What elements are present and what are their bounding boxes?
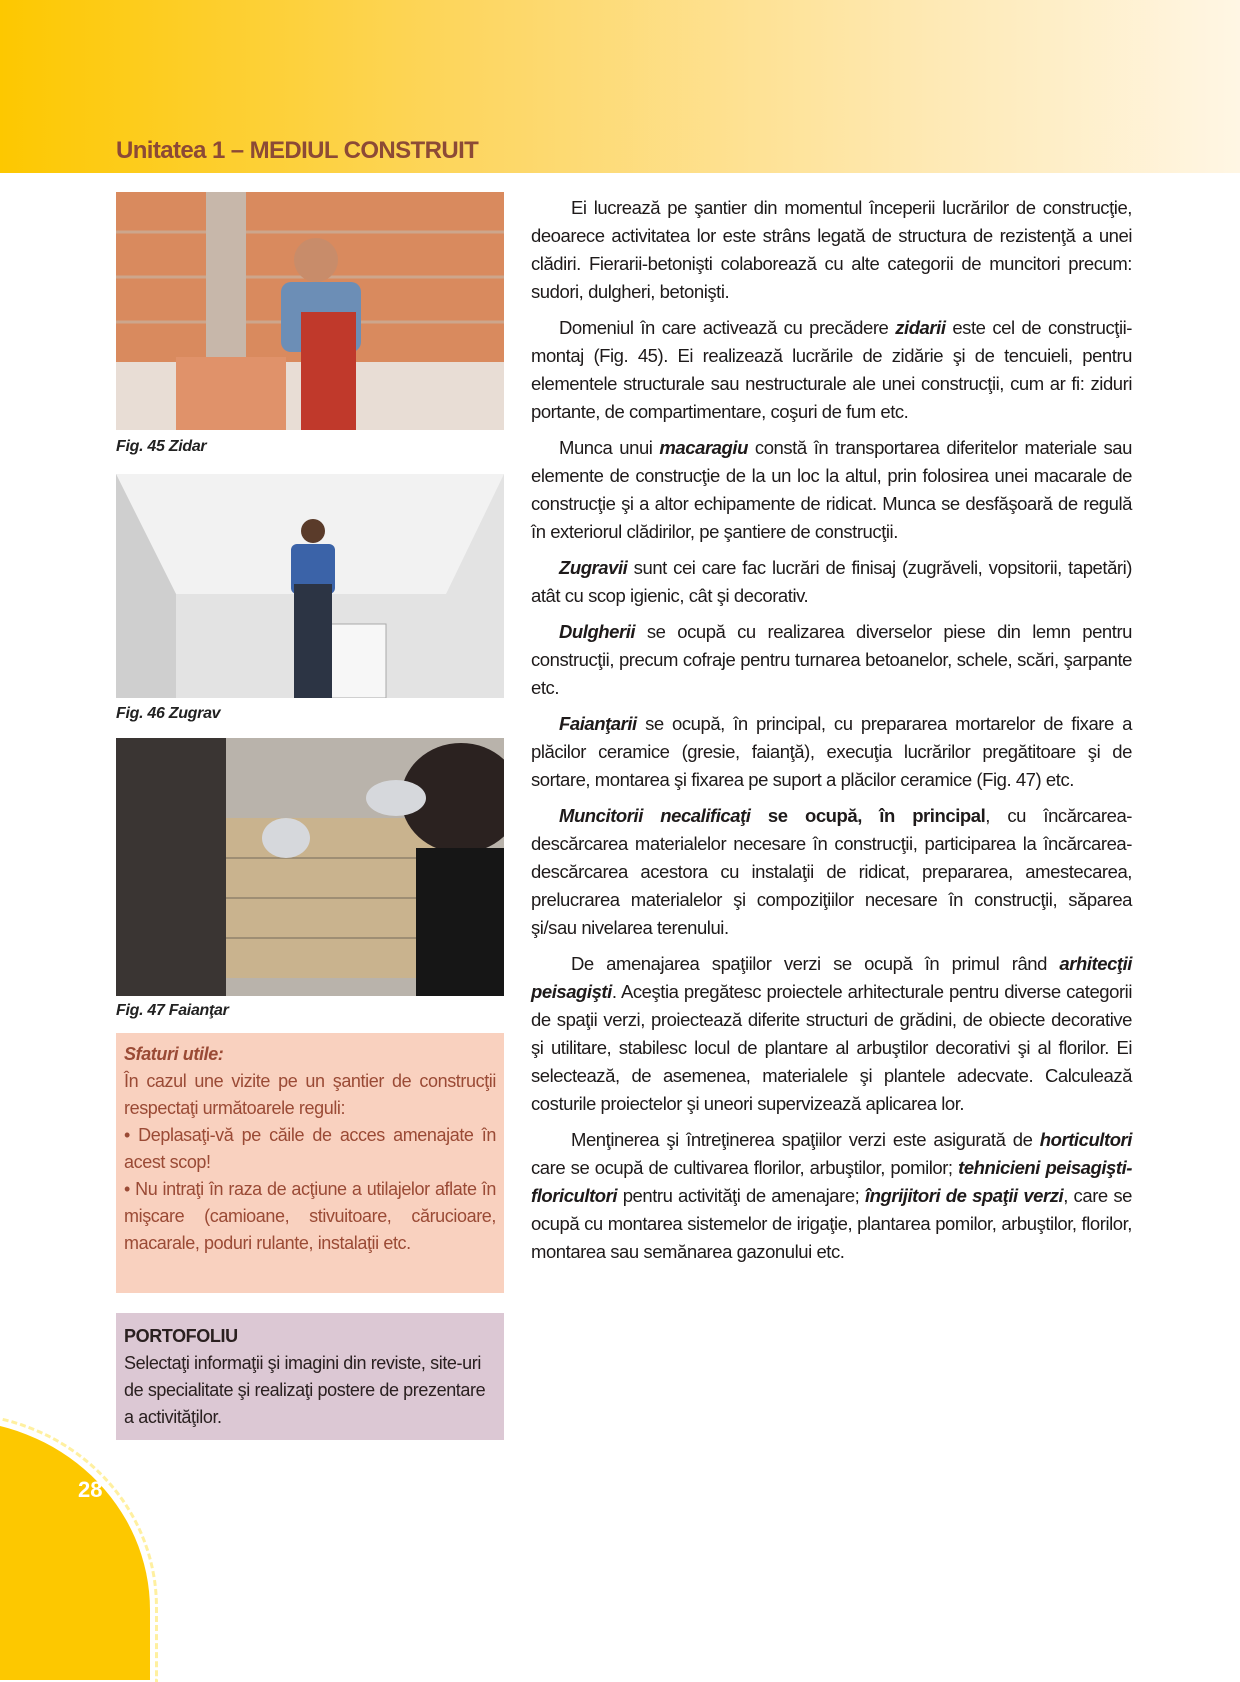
paragraph-text: se ocupă cu realizarea diverselor piese din lemn pentru construcţii, precum cofraje pentru turnarea betoanelor, schele, scări, şarpante etc. [531, 621, 1132, 698]
emphasized-term: horticultori [1039, 1129, 1132, 1150]
tips-item: • Nu intraţi în raza de acţiune a utilajelor aflate în mişcare (camioane, stivuitoare, cărucioare, macarale, poduri rulante, instalaţii etc. [124, 1179, 496, 1253]
portfolio-text: Selectaţi informaţii şi imagini din reviste, site-uri de specialitate şi realizaţi postere de prezentare a activităţilor. [124, 1353, 486, 1427]
emphasized-term: macaragiu [659, 437, 748, 458]
emphasized-term: tehnicieni peisagişti-floricultori [531, 1157, 1132, 1206]
photo-bricklayer [116, 192, 504, 430]
tips-title: Sfaturi utile: [124, 1044, 224, 1064]
paragraph-text: , care se ocupă cu montarea sistemelor de irigaţie, plantarea pomilor, arbuştilor, florilor, montarea sau semănarea gazonului etc. [531, 1185, 1132, 1262]
paragraph-text: , cu încărcarea-descărcarea materialelor necesare în construcţii, participarea la încărcarea-descărcarea acestora cu instalaţii de ridicat, prepararea, amestecarea, prelucrarea materialelor şi compoziţiilor necesare în construcţii, săparea şi/sau nivelarea terenului. [531, 805, 1132, 938]
figure-caption: Fig. 45 Zidar [116, 438, 207, 455]
body-paragraph [531, 314, 1132, 426]
emphasized-term: Faianţarii [559, 713, 637, 734]
body-paragraph [531, 710, 1132, 794]
body-paragraph [531, 554, 1132, 610]
tips-intro: În cazul une vizite pe un şantier de construcţii respectaţi următoarele reguli: [124, 1071, 496, 1118]
portfolio-title: PORTOFOLIU [124, 1326, 238, 1346]
portfolio-box [116, 1313, 504, 1440]
figure-caption: Fig. 46 Zugrav [116, 705, 221, 722]
emphasized-term: îngrijitori de spaţii verzi [864, 1185, 1064, 1206]
paragraph-text: pentru activităţi de amenajare; [617, 1185, 865, 1206]
body-paragraph [531, 802, 1132, 942]
emphasized-term: Dulgherii [559, 621, 636, 642]
body-paragraph [531, 194, 1132, 306]
body-paragraph [531, 434, 1132, 546]
paragraph-text: Menţinerea şi întreţinerea spaţiilor verzi este asigurată de [571, 1129, 1040, 1150]
emphasized-term: zidarii [895, 317, 946, 338]
paragraph-text: Domeniul în care activează cu precădere [559, 317, 896, 338]
body-paragraph [531, 618, 1132, 702]
emphasized-term: Muncitorii necalificaţi [559, 805, 751, 826]
paragraph-text: Munca unui [559, 437, 660, 458]
page-corner-dashed-border [0, 1412, 158, 1682]
paragraph-text: este cel de construcţii-montaj (Fig. 45). Ei realizează lucrările de zidărie şi de tencuieli, pentru elementele structurale sau nestructurale ale unei construcţii, cum ar fi: ziduri portante, de compartimentare, coşuri de fum etc. [531, 317, 1132, 422]
paragraph-text: constă în transportarea diferitelor materiale sau elemente de construcţie de la un loc la altul, prin folosirea unei macarale de construcţie şi a altor echipamente de ridicat. Munca se desfăşoară de regulă în exteriorul clădirilor, pe şantiere de construcţii. [531, 437, 1132, 542]
photo-tiler [116, 738, 504, 996]
body-paragraph [531, 950, 1132, 1118]
tips-item: • Deplasaţi-vă pe căile de acces amenajate în acest scop! [124, 1125, 496, 1172]
paragraph-text: se ocupă, în principal, cu prepararea mortarelor de fixare a plăcilor ceramice (gresie, faianţă), execuţia lucrărilor pregătitoare şi de sortare, montarea şi fixarea pe suport a plăcilor ceramice (Fig. 47) etc. [531, 713, 1132, 790]
paragraph-text: De amenajarea spaţiilor verzi se ocupă în primul rând [571, 953, 1060, 974]
page-number: 28 [78, 1477, 103, 1502]
emphasized-term: se ocupă, în principal [750, 805, 986, 826]
paragraph-text: Ei lucrează pe şantier din momentul începerii lucrărilor de construcţie, deoarece activitatea lor este strâns legată de structura de rezistenţă a unei clădiri. Fierarii-betonişti colaborează cu alte categorii de muncitori precum: sudori, dulgheri, betonişti. [531, 197, 1132, 302]
paragraph-text: care se ocupă de cultivarea florilor, arbuştilor, pomilor; [531, 1157, 959, 1178]
emphasized-term: Zugravii [559, 557, 628, 578]
main-text-column [531, 194, 1132, 1274]
unit-title: Unitatea 1 – MEDIUL CONSTRUIT [116, 137, 479, 164]
body-paragraph [531, 1126, 1132, 1266]
emphasized-term: arhitecţii peisagişti [531, 953, 1132, 1002]
photo-painter [116, 474, 504, 698]
paragraph-text: sunt cei care fac lucrări de finisaj (zugrăveli, vopsitorii, tapetări) atât cu scop igienic, cât şi decorativ. [531, 557, 1132, 606]
paragraph-text: . Aceştia pregătesc proiectele arhitecturale pentru diverse categorii de spaţii verzi, proiectează diferite structuri de grădini, de obiecte decorative şi utilitare, stabilesc locul de plantare al arbuştilor decorativi şi al florilor. Ei selectează, de asemenea, materialele şi plantele adecvate. Calculează costurile proiectelor şi uneori supervizează aplicarea lor. [531, 981, 1132, 1114]
tips-box [116, 1033, 504, 1293]
figure-caption: Fig. 47 Faianţar [116, 1002, 229, 1019]
